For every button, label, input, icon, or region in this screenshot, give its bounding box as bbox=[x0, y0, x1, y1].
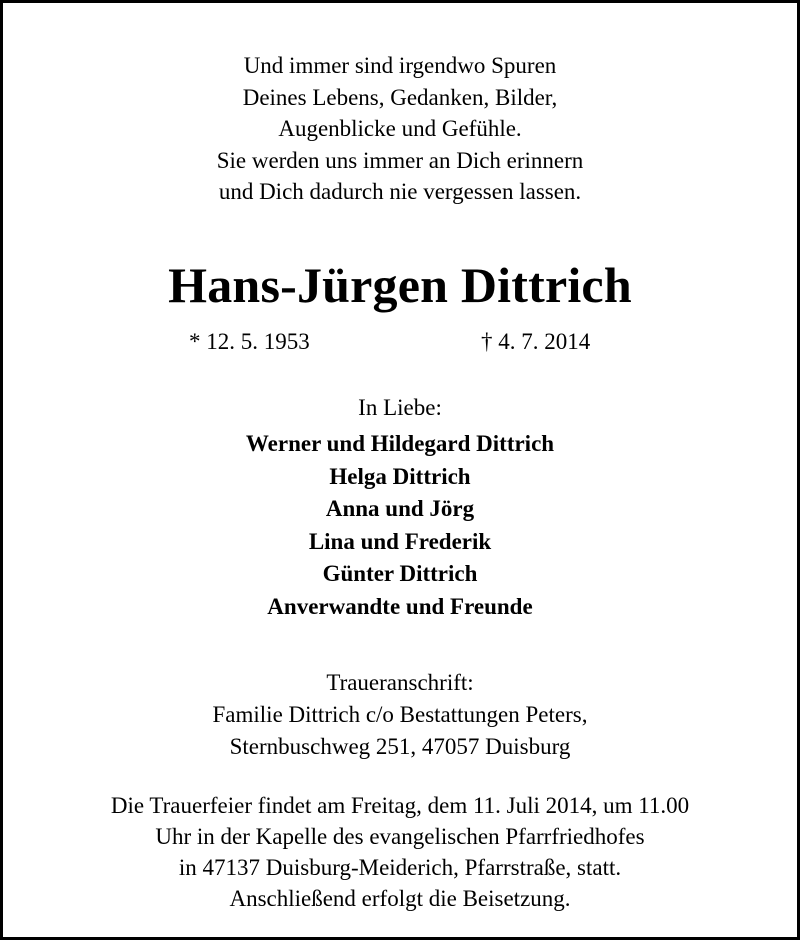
mourners-label: In Liebe: bbox=[358, 395, 442, 420]
life-dates bbox=[3, 326, 797, 358]
address-label: Traueranschrift: bbox=[326, 670, 474, 695]
funeral-line: in 47137 Duisburg-Meiderich, Pfarrstraße, statt. bbox=[178, 855, 622, 880]
mourner-entry: Helga Dittrich bbox=[329, 463, 471, 489]
mourner-entry: Günter Dittrich bbox=[322, 561, 478, 586]
mourners-list bbox=[6, 428, 794, 623]
address-line: Sternbuschweg 251, 47057 Duisburg bbox=[229, 734, 571, 759]
mourner-entry: Anna und Jörg bbox=[325, 496, 475, 521]
poem-line: Deines Lebens, Gedanken, Bilder, bbox=[242, 84, 558, 110]
funeral-line: Anschließend erfolgt die Beisetzung. bbox=[229, 886, 571, 911]
birth-date: * 12. 5. 1953 bbox=[189, 329, 310, 354]
poem-line: Und immer sind irgendwo Spuren bbox=[243, 53, 557, 78]
mourner-entry: Lina und Frederik bbox=[308, 528, 492, 554]
memorial-poem bbox=[6, 50, 794, 208]
funeral-line: Uhr in der Kapelle des evangelischen Pfarrfriedhofes bbox=[155, 824, 645, 849]
funeral-line: Die Trauerfeier findet am Freitag, dem 11. Juli 2014, um 11.00 bbox=[110, 793, 690, 818]
mourner-entry: Werner und Hildegard Dittrich bbox=[245, 431, 555, 456]
poem-line: Augenblicke und Gefühle. bbox=[278, 116, 522, 141]
mourner-entry: Anverwandte und Freunde bbox=[267, 593, 533, 619]
poem-line: Sie werden uns immer an Dich erinnern bbox=[216, 147, 584, 173]
death-date: † 4. 7. 2014 bbox=[481, 329, 591, 354]
poem-line: und Dich dadurch nie vergessen lassen. bbox=[218, 179, 582, 204]
deceased-name: Hans-Jürgen Dittrich bbox=[168, 257, 632, 313]
address-line: Familie Dittrich c/o Bestattungen Peters, bbox=[212, 702, 588, 727]
mourning-address bbox=[6, 667, 794, 763]
funeral-info bbox=[6, 790, 794, 914]
